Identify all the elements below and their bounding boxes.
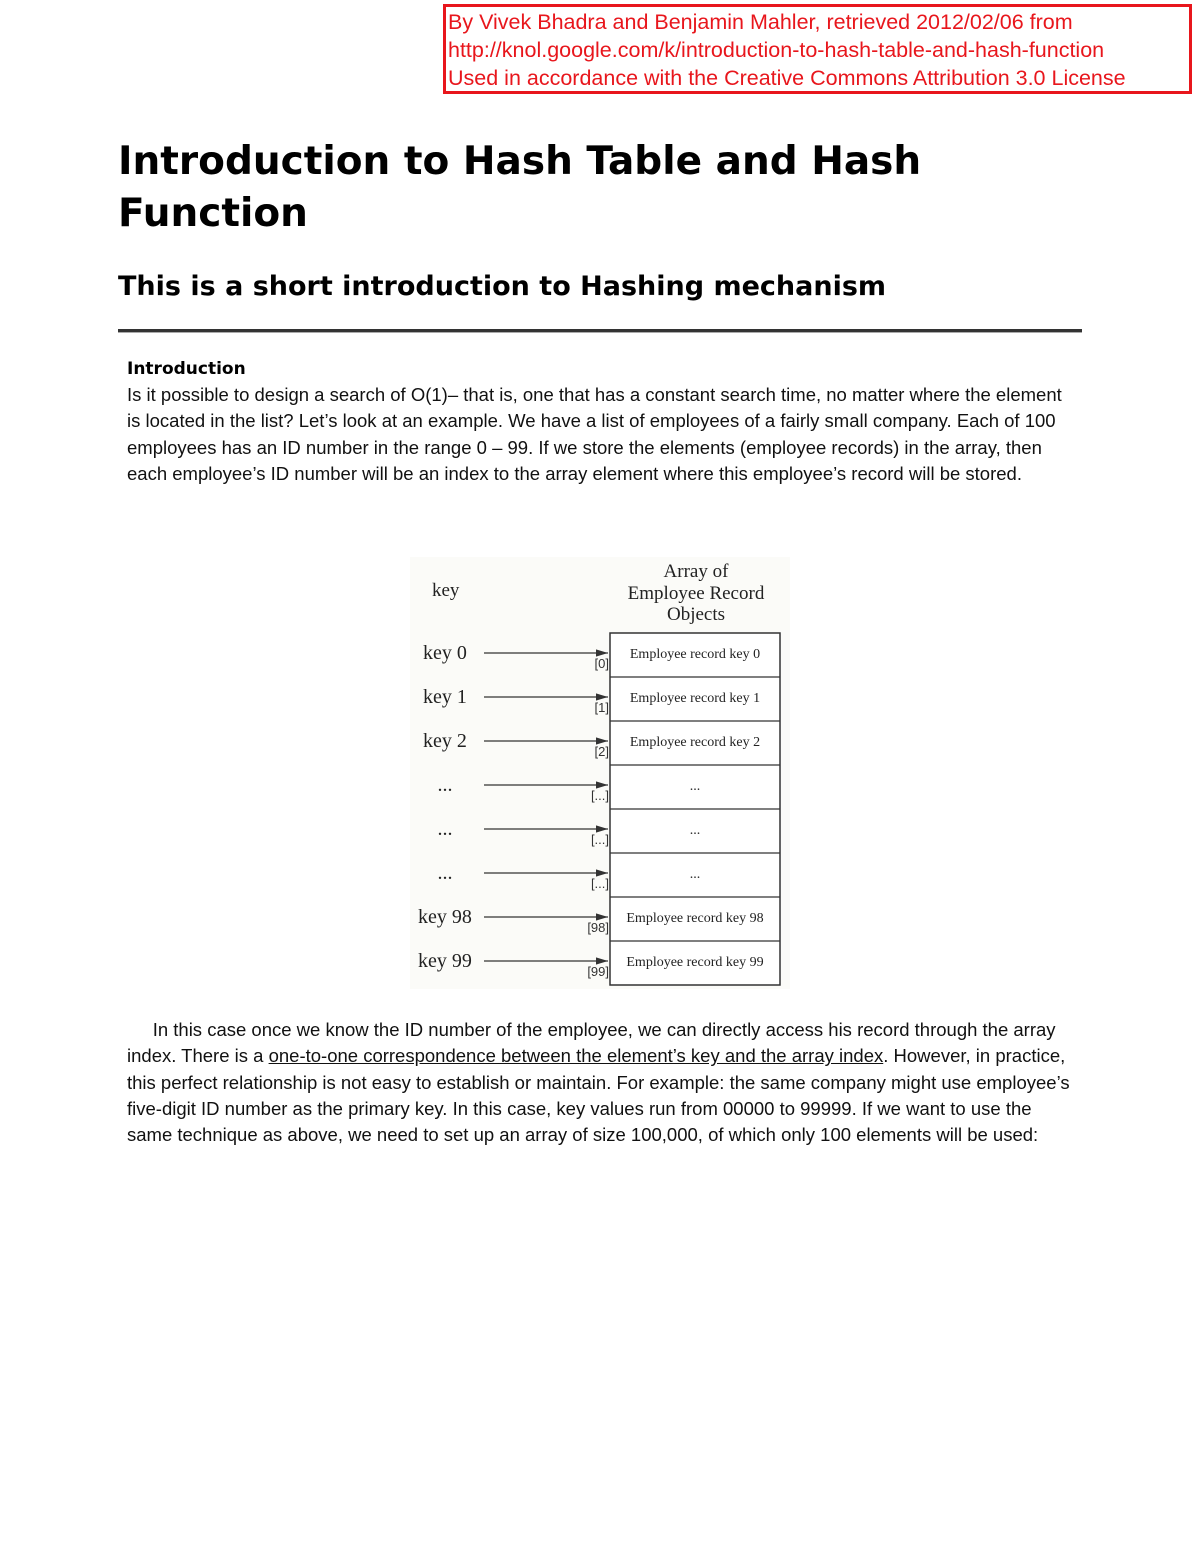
diagram-array-header bbox=[606, 561, 786, 626]
array-cell-text: ... bbox=[689, 867, 701, 882]
diagram-index-label: [99] bbox=[587, 964, 609, 979]
second-paragraph bbox=[127, 1017, 1077, 1148]
array-cell-text: ... bbox=[689, 823, 701, 838]
array-cell-text: Employee record key 0 bbox=[629, 647, 761, 662]
diagram-index-label: [0] bbox=[594, 656, 609, 671]
intro-paragraph: Is it possible to design a search of O(1)– that is, one that has a constant search time, no matter where the element is located in the list? Let’s look at an example. We have a list of employees of a fairly small company. Each of 100 employees has an ID number in the range 0 – 99. If we store the elements (employee records) in the array, then each employee’s ID number will be an index to the array element where this employee’s record will be stored. bbox=[127, 384, 1062, 484]
para2-underlined-phrase: one-to-one correspondence between the element’s key and the array index bbox=[268, 1045, 884, 1067]
array-cell-text: ... bbox=[689, 779, 701, 794]
diagram-key-label: key 1 bbox=[423, 686, 467, 708]
array-cell-text: Employee record key 1 bbox=[629, 691, 761, 706]
array-cell-text: Employee record key 98 bbox=[626, 911, 764, 926]
diagram-key-header: key bbox=[432, 580, 460, 601]
diagram-key-label: ... bbox=[437, 774, 453, 796]
diagram-key-label: key 98 bbox=[418, 906, 472, 928]
attribution-box bbox=[443, 4, 1192, 94]
attribution-line-2: http://knol.google.com/k/introduction-to-hash-table-and-hash-function bbox=[448, 38, 1105, 62]
array-header-line-2: Employee Record bbox=[627, 582, 765, 604]
section-heading-introduction: Introduction bbox=[127, 359, 246, 379]
diagram-key-label: key 99 bbox=[418, 950, 472, 972]
diagram-key-label: ... bbox=[437, 862, 453, 884]
diagram-key-label: ... bbox=[437, 818, 453, 840]
para2-text-before: In this case once we know the ID number of the employee, we can directly access his record through the array index. There is a bbox=[127, 1019, 1056, 1067]
diagram-index-label: [98] bbox=[587, 920, 609, 935]
diagram-key-label: key 0 bbox=[423, 642, 467, 664]
attribution-line-1: By Vivek Bhadra and Benjamin Mahler, retrieved 2012/02/06 from bbox=[448, 10, 1073, 34]
diagram-index-label: [...] bbox=[590, 788, 609, 803]
diagram-index-label: [2] bbox=[594, 744, 609, 759]
diagram-key-label: key 2 bbox=[423, 730, 467, 752]
para2-text-after: . However, in practice, this perfect relationship is not easy to establish or maintain. For example: the same company might use employee’s five-digit ID number as the primary key. In this case, key values run from 00000 to 99999. If we want to use the same technique as above, we need to set up an array of size 100,000, of which only 100 elements will be used: bbox=[127, 1045, 1070, 1146]
diagram-index-label: [1] bbox=[594, 700, 609, 715]
diagram-index-label: [...] bbox=[590, 876, 609, 891]
array-header-line-3: Objects bbox=[666, 604, 726, 625]
page-subtitle: This is a short introduction to Hashing mechanism bbox=[118, 271, 887, 302]
hash-array-diagram bbox=[410, 557, 790, 989]
array-cell-text: Employee record key 99 bbox=[626, 955, 764, 970]
array-header-line-1: Array of bbox=[663, 561, 729, 582]
diagram-index-label: [...] bbox=[590, 832, 609, 847]
horizontal-divider bbox=[118, 329, 1082, 332]
page-title: Introduction to Hash Table and Hash Function bbox=[118, 139, 922, 236]
attribution-line-3: Used in accordance with the Creative Commons Attribution 3.0 License bbox=[448, 66, 1126, 90]
array-cell-text: Employee record key 2 bbox=[629, 735, 761, 750]
